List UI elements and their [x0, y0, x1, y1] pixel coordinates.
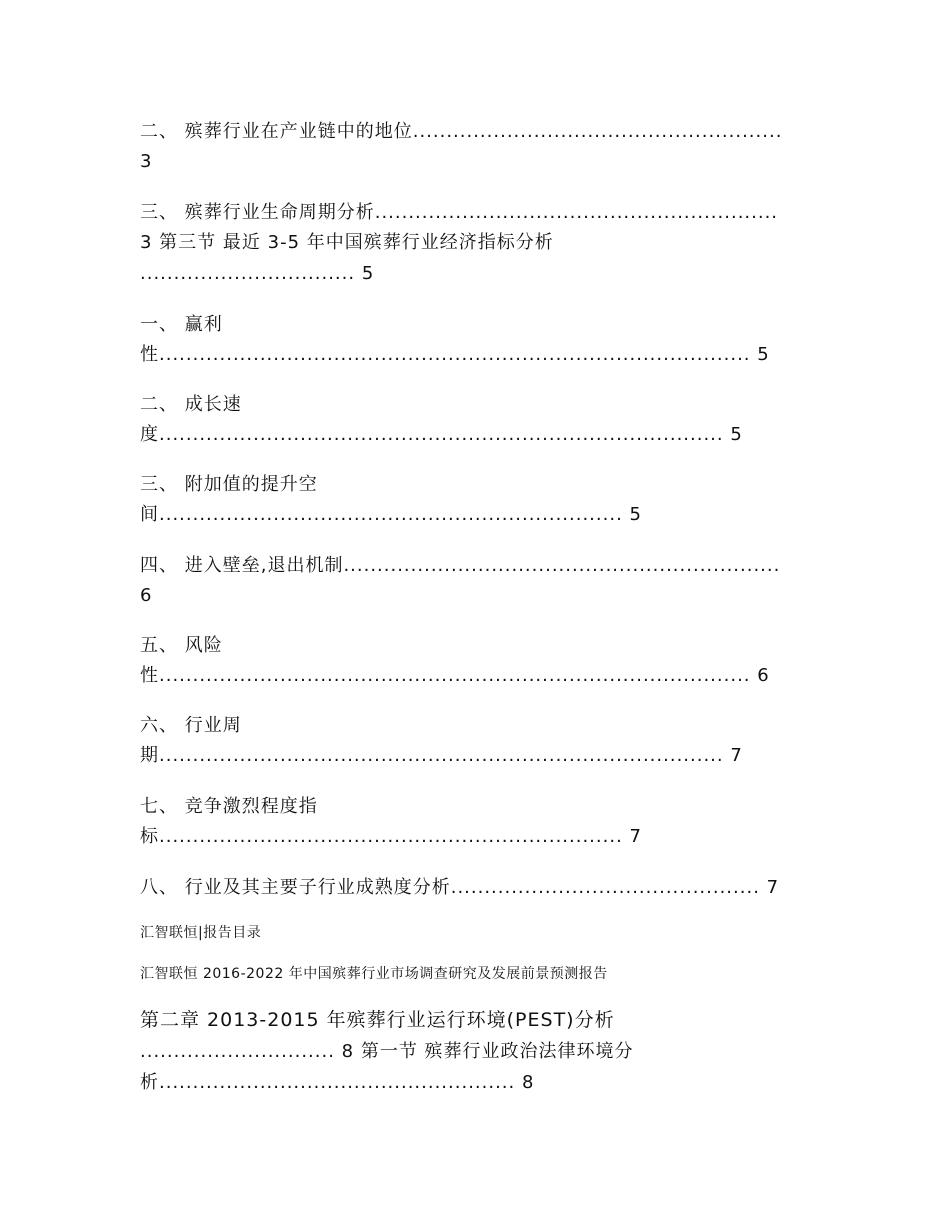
- toc-entry-page: 3: [140, 151, 153, 172]
- toc-entry-line: 三、 殡葬行业生命周期分析............................................................: [140, 202, 779, 223]
- toc-entry-line: 一、 赢利: [140, 314, 223, 335]
- toc-entry-page: 度.................................................................................... 5: [140, 424, 743, 445]
- toc-entry-page: 析..................................................... 8: [140, 1072, 535, 1093]
- page-header-title: 汇智联恒 2016-2022 年中国殡葬行业市场调查研究及发展前景预测报告: [140, 966, 608, 982]
- toc-entry-page: 期.................................................................................... 7: [140, 745, 743, 766]
- toc-entry-page: 间..................................................................... 5: [140, 504, 642, 525]
- toc-entry-line: 五、 风险: [140, 635, 223, 656]
- toc-entry-page: 性........................................................................................ 5: [140, 344, 770, 365]
- toc-entry-line: 二、 殡葬行业在产业链中的地位.......................................................: [140, 121, 783, 142]
- chapter-heading: 第二章 2013-2015 年殡葬行业运行环境(PEST)分析: [140, 1009, 615, 1031]
- toc-entry-line: 二、 成长速: [140, 394, 242, 415]
- toc-entry-line: 3 第三节 最近 3-5 年中国殡葬行业经济指标分析: [140, 232, 554, 253]
- toc-entry-line: 三、 附加值的提升空: [140, 474, 318, 495]
- toc-entry-page: 性........................................................................................ 6: [140, 665, 770, 686]
- toc-entry-page: ................................ 5: [140, 263, 375, 284]
- toc-entry-line: 七、 竞争激烈程度指: [140, 796, 318, 817]
- toc-entry-line: 四、 进入壁垒,退出机制.................................................................: [140, 555, 781, 576]
- toc-entry-line: 八、 行业及其主要子行业成熟度分析.............................................. 7: [140, 877, 780, 898]
- toc-entry-line: 六、 行业周: [140, 715, 242, 736]
- toc-entry-page: 标..................................................................... 7: [140, 826, 642, 847]
- toc-entry-page: 6: [140, 585, 153, 606]
- toc-entry-line: ............................. 8 第一节 殡葬行业政治法律环境分: [140, 1041, 634, 1062]
- page-header-brand: 汇智联恒|报告目录: [140, 925, 262, 941]
